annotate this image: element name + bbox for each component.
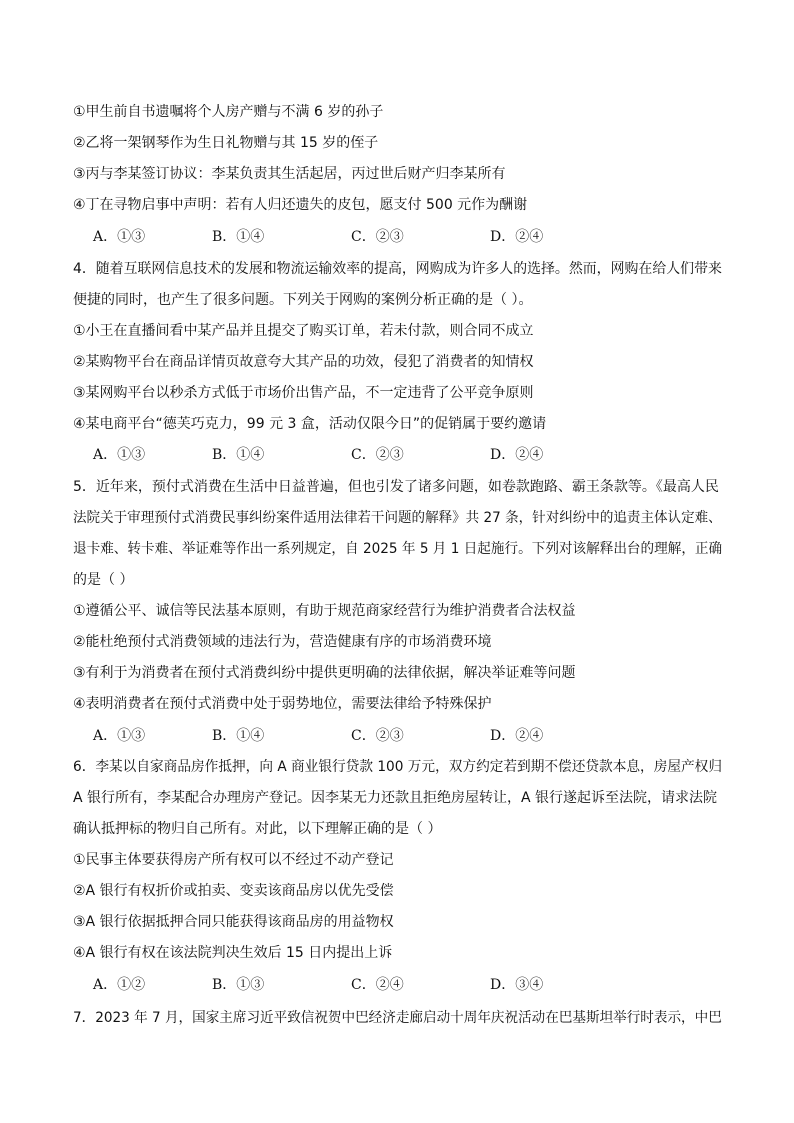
q5-statement-3: ③有利于为消费者在预付式消费纠纷中提供更明确的法律依据，解决举证难等问题 bbox=[73, 665, 576, 681]
q6-stem-line-2: A 银行所有，李某配合办理房产登记。因李某无力还款且拒绝房屋转让，A 银行遂起诉至法院，请求法院 bbox=[73, 790, 718, 806]
q6-option-d: D．③④ bbox=[490, 977, 544, 993]
q5-option-b: B．①④ bbox=[212, 728, 265, 744]
q6-options bbox=[93, 975, 693, 995]
q6-stem-line-1: 6．李某以自家商品房作抵押，向 A 商业银行贷款 100 万元，双方约定若到期不偿还贷款本息，房屋产权归 bbox=[73, 759, 723, 775]
q4-statement-1: ①小王在直播间看中某产品并且提交了购买订单，若未付款，则合同不成立 bbox=[73, 323, 534, 339]
q6-option-a: A．①② bbox=[93, 977, 146, 993]
q4-option-a: A．①③ bbox=[93, 447, 146, 463]
q4-option-d: D．②④ bbox=[490, 447, 544, 463]
q6-statement-4: ④A 银行有权在该法院判决生效后 15 日内提出上诉 bbox=[73, 945, 393, 961]
q7-stem-line-1: 7．2023 年 7 月，国家主席习近平致信祝贺中巴经济走廊启动十周年庆祝活动在巴基斯坦举行时表示，中巴 bbox=[73, 1010, 722, 1026]
q6-option-b: B．①③ bbox=[212, 977, 265, 993]
q5-statement-4: ④表明消费者在预付式消费中处于弱势地位，需要法律给予特殊保护 bbox=[73, 696, 492, 712]
q4-options bbox=[93, 445, 693, 465]
q3-option-c: C．②③ bbox=[351, 229, 404, 245]
q3-option-a: A．①③ bbox=[93, 229, 146, 245]
q4-statement-3: ③某网购平台以秒杀方式低于市场价出售产品，不一定违背了公平竞争原则 bbox=[73, 385, 534, 401]
q5-option-a: A．①③ bbox=[93, 728, 146, 744]
q5-options bbox=[93, 726, 693, 746]
q3-options bbox=[93, 227, 693, 247]
q5-statement-2: ②能杜绝预付式消费领域的违法行为，营造健康有序的市场消费环境 bbox=[73, 634, 492, 650]
q3-statement-4: ④丁在寻物启事中声明：若有人归还遗失的皮包，愿支付 500 元作为酬谢 bbox=[73, 197, 528, 213]
q5-stem-line-4: 的是（ ） bbox=[73, 572, 134, 588]
q3-statement-1: ①甲生前自书遗嘱将个人房产赠与不满 6 岁的孙子 bbox=[73, 104, 384, 120]
q4-option-c: C．②③ bbox=[351, 447, 404, 463]
q5-stem-line-1: 5．近年来，预付式消费在生活中日益普遍，但也引发了诸多问题，如卷款跑路、霸王条款等。《最高人民 bbox=[73, 479, 719, 495]
q6-statement-1: ①民事主体要获得房产所有权可以不经过不动产登记 bbox=[73, 852, 394, 868]
q4-statement-4: ④某电商平台“德芙巧克力，99 元 3 盒，活动仅限今日”的促销属于要约邀请 bbox=[73, 416, 547, 432]
q6-statement-2: ②A 银行有权折价或拍卖、变卖该商品房以优先受偿 bbox=[73, 883, 394, 899]
q3-option-d: D．②④ bbox=[490, 229, 544, 245]
q3-statement-2: ②乙将一架钢琴作为生日礼物赠与其 15 岁的侄子 bbox=[73, 135, 379, 151]
q4-option-b: B．①④ bbox=[212, 447, 265, 463]
q6-statement-3: ③A 银行依据抵押合同只能获得该商品房的用益物权 bbox=[73, 914, 394, 930]
q5-option-c: C．②③ bbox=[351, 728, 404, 744]
q5-statement-1: ①遵循公平、诚信等民法基本原则，有助于规范商家经营行为维护消费者合法权益 bbox=[73, 603, 576, 619]
q3-option-b: B．①④ bbox=[212, 229, 265, 245]
q4-stem-line-1: 4．随着互联网信息技术的发展和物流运输效率的提高，网购成为许多人的选择。然而，网购在给人们带来 bbox=[73, 261, 722, 277]
q3-statement-3: ③丙与李某签订协议：李某负责其生活起居，丙过世后财产归李某所有 bbox=[73, 166, 506, 182]
q6-option-c: C．②④ bbox=[351, 977, 404, 993]
q4-stem-line-2: 便捷的同时，也产生了很多问题。下列关于网购的案例分析正确的是（ ）。 bbox=[73, 292, 533, 308]
q6-stem-line-3: 确认抵押标的物归自己所有。对此，以下理解正确的是（ ） bbox=[73, 821, 442, 837]
q5-option-d: D．②④ bbox=[490, 728, 544, 744]
q4-statement-2: ②某购物平台在商品详情页故意夸大其产品的功效，侵犯了消费者的知情权 bbox=[73, 354, 534, 370]
q5-stem-line-3: 退卡难、转卡难、举证难等作出一系列规定，自 2025 年 5 月 1 日起施行。下列对该解释出台的理解，正确 bbox=[73, 541, 723, 557]
q5-stem-line-2: 法院关于审理预付式消费民事纠纷案件适用法律若干问题的解释》共 27 条，针对纠纷中的追责主体认定难、 bbox=[73, 510, 722, 526]
